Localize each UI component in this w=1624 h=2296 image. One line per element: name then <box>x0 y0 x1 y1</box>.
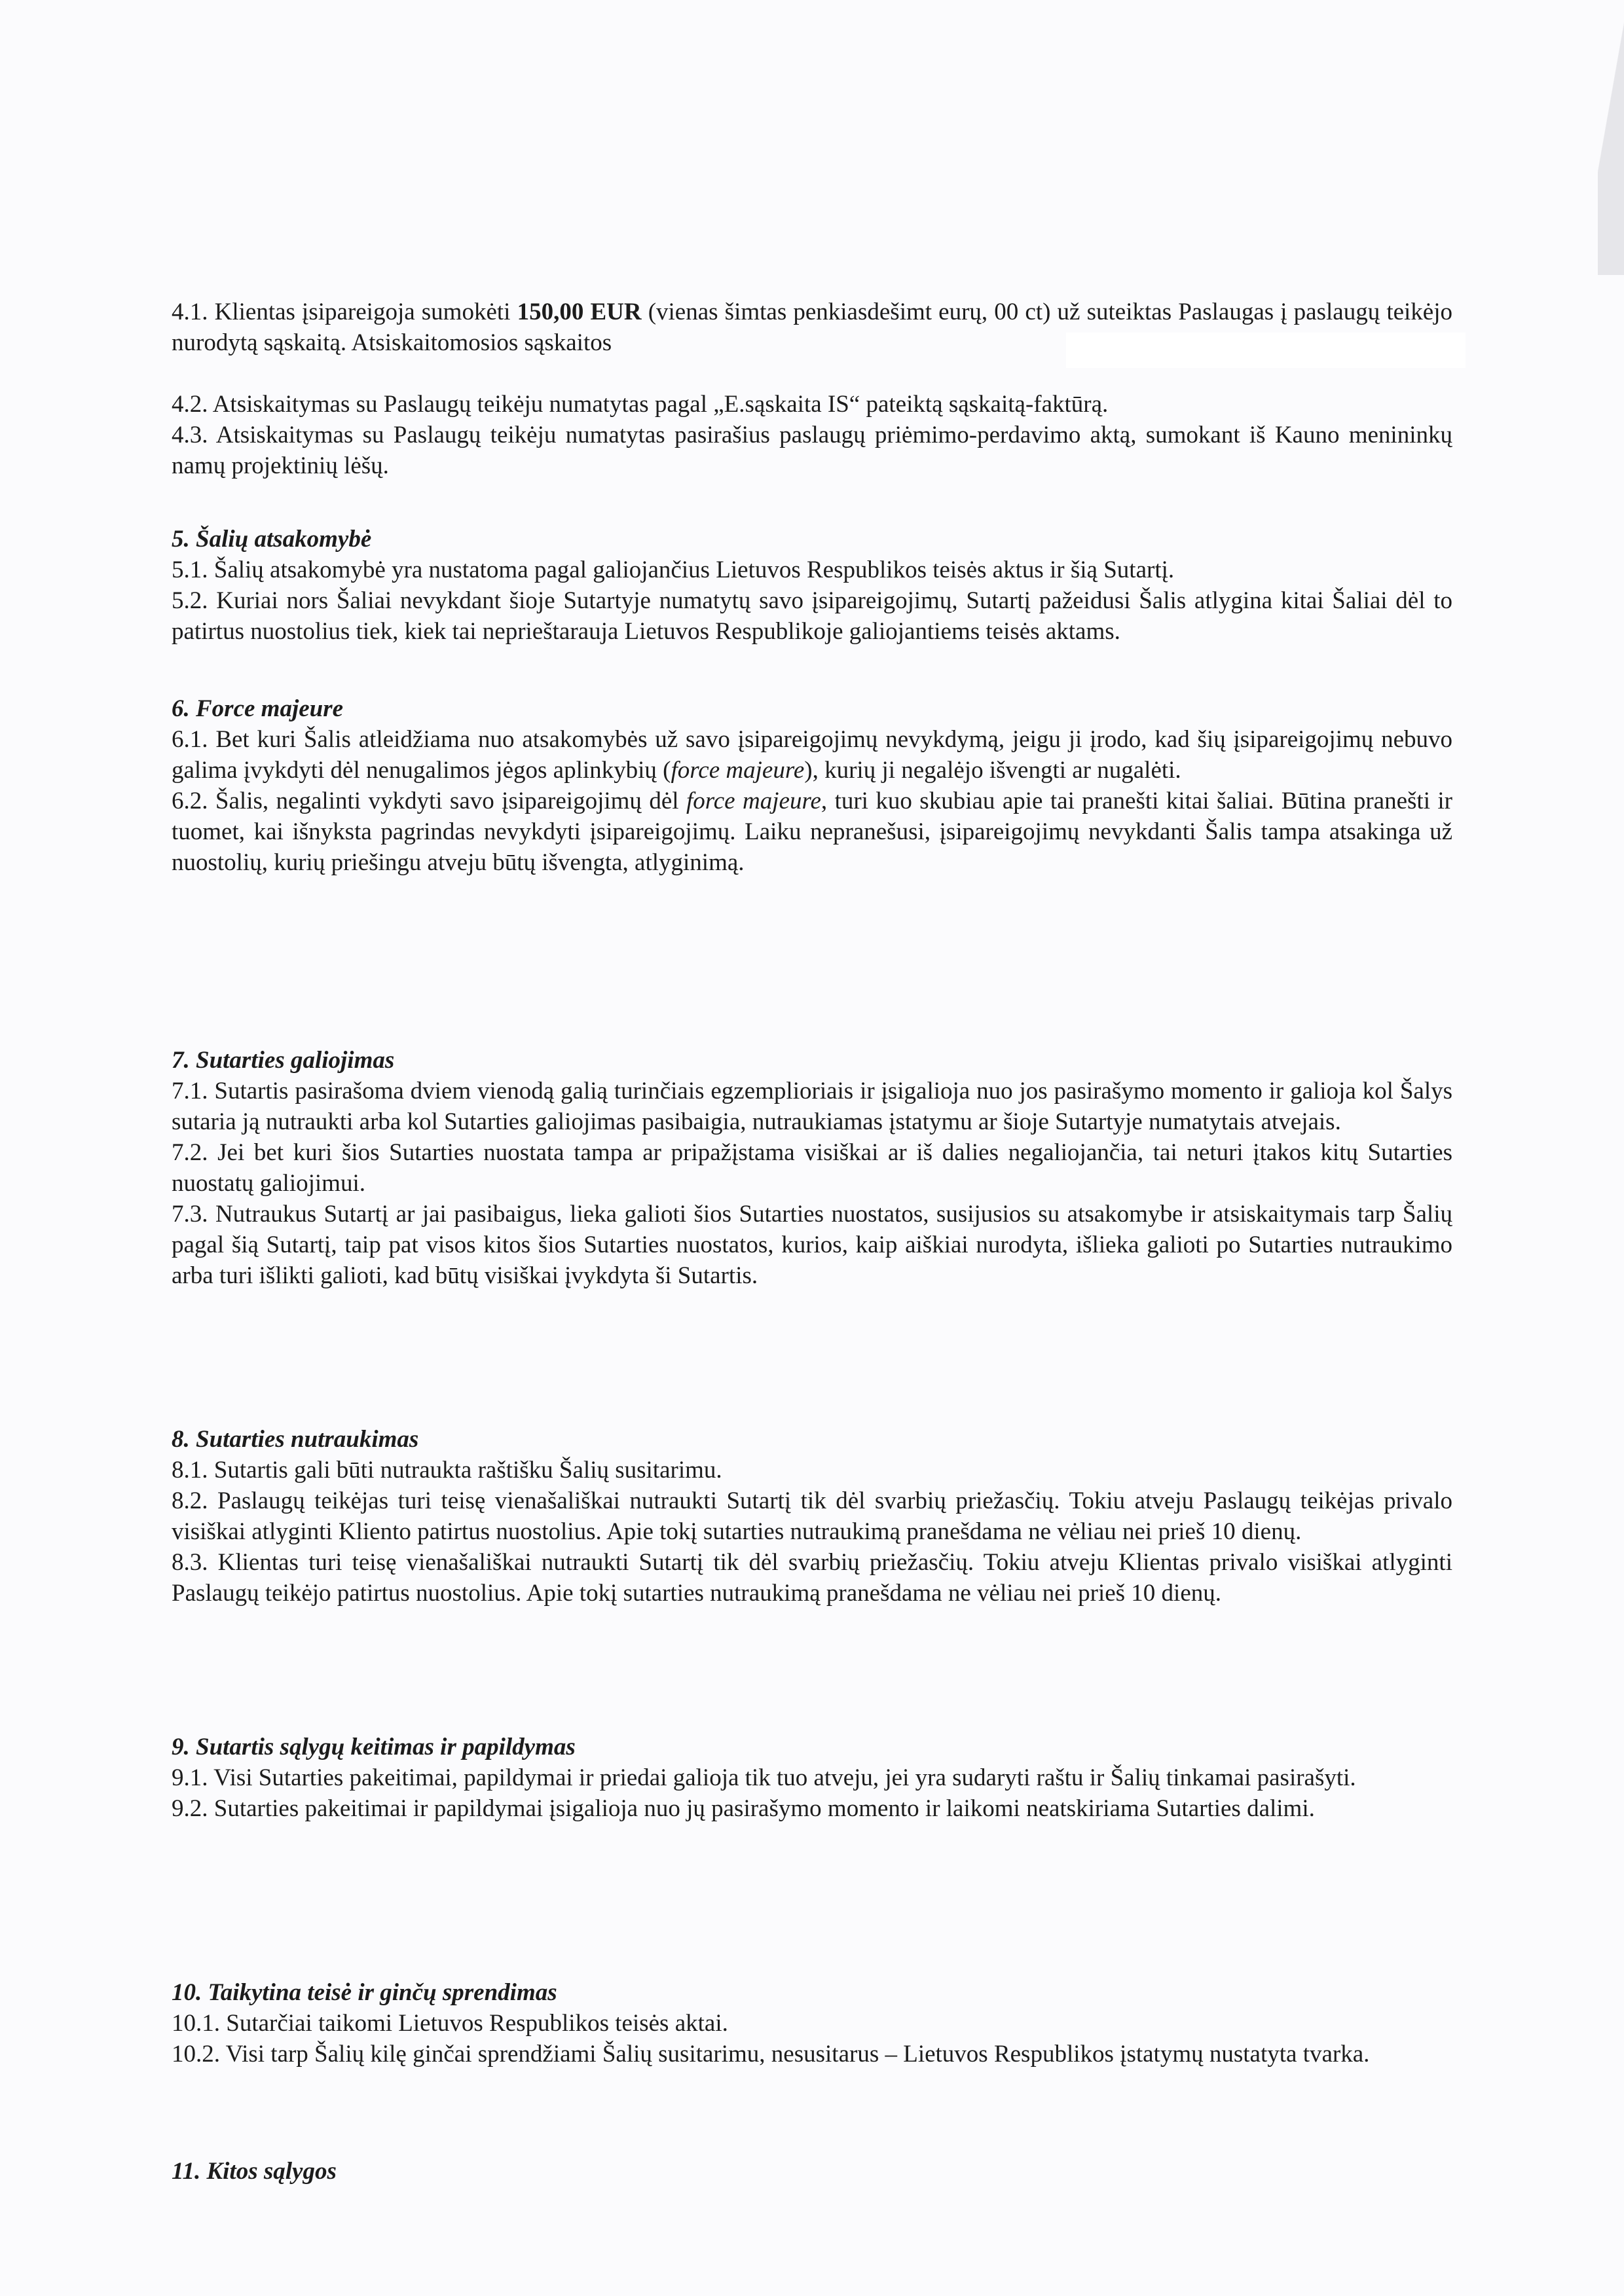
clause-paragraph <box>172 1547 1452 1609</box>
clause-text: 8.3. Klientas turi teisę vienašališkai nutraukti Sutartį tik dėl svarbių priežasčių. Tokiu atveju Klientas privalo visiškai atlyginti Paslaugų teikėjo patirtus nuostolius. Apie tokį sutarties nutraukimą pranešdama ne vėliau nei prieš 10 dienų. <box>172 1549 1452 1607</box>
section-heading: 11. Kitos sąlygos <box>172 2158 337 2185</box>
section <box>172 693 1452 878</box>
amount-text: 150,00 EUR <box>517 299 642 325</box>
clause-paragraph <box>172 389 1452 420</box>
section-heading: 6. Force majeure <box>172 695 344 722</box>
section-heading: 7. Sutarties galiojimas <box>172 1047 395 1074</box>
clause-text: 6.1. Bet kuri Šalis atleidžiama nuo atsakomybės už savo įsipareigojimų nevykdymą, jeigu ji įrodo, kad šių įsipareigojimų nebuvo galima įvykdyti dėl nenugalimos jėgos aplinkybių ( <box>172 726 1452 784</box>
clause-paragraph <box>172 420 1452 481</box>
clause-text: 6.2. Šalis, negalinti vykdyti savo įsipareigojimų dėl <box>172 788 686 814</box>
clause-text: 10.2. Visi tarp Šalių kilę ginčai sprendžiami Šalių susitarimu, nesusitarus – Lietuvos Respublikos įstatymų nustatyta tvarka. <box>172 2041 1370 2068</box>
clause-paragraph <box>172 786 1452 878</box>
clause-paragraph <box>172 555 1452 585</box>
section <box>172 1732 1452 1824</box>
italic-term: force majeure <box>671 757 805 784</box>
clause-paragraph <box>172 1076 1452 1137</box>
clause-text: ), kurių ji negalėjo išvengti ar nugalėti. <box>804 757 1181 784</box>
clause-text: 7.2. Jei bet kuri šios Sutarties nuostata tampa ar pripažįstama visiškai ar iš dalies negaliojančia, tai neturi įtakos kitų Sutarties nuostatų galiojimui. <box>172 1139 1452 1197</box>
section <box>172 1977 1452 2069</box>
section <box>172 1424 1452 1609</box>
clause-text: 10.1. Sutarčiai taikomi Lietuvos Respublikos teisės aktai. <box>172 2010 728 2037</box>
clause-text: 8.2. Paslaugų teikėjas turi teisę vienašališkai nutraukti Sutartį tik dėl svarbių priežasčių. Tokiu atveju Paslaugų teikėjas privalo visiškai atlyginti Kliento patirtus nuostolius. Apie tokį sutarties nutraukimą pranešdama ne vėliau nei prieš 10 dienų. <box>172 1487 1452 1545</box>
section-heading: 8. Sutarties nutraukimas <box>172 1426 419 1453</box>
section <box>172 389 1452 481</box>
clause-text: 7.3. Nutraukus Sutartį ar jai pasibaigus, lieka galioti šios Sutarties nuostatos, susijusios su atsakomybe ir atsiskaitymais tarp Šalių pagal šią Sutartį, taip pat visos kitos šios Sutarties nuostatos, kurios, kaip aiškiai nurodyta, išlieka galioti po Sutarties nutraukimo arba turi išlikti galioti, kad būtų visiškai įvykdyta ši Sutartis. <box>172 1201 1452 1289</box>
clause-paragraph <box>172 1137 1452 1199</box>
section <box>172 524 1452 647</box>
clause-text: 7.1. Sutartis pasirašoma dviem vienodą galią turinčiais egzemplioriais ir įsigalioja nuo jos pasirašymo momento ir galioja kol Šalys sutaria ją nutraukti arba kol Sutarties galiojimas pasibaigia, nutraukiamas įstatymu ar šioje Sutartyje numatytais atvejais. <box>172 1078 1452 1135</box>
clause-text: 8.1. Sutartis gali būti nutraukta raštišku Šalių susitarimu. <box>172 1457 722 1484</box>
clause-paragraph <box>172 1762 1452 1793</box>
clause-paragraph <box>172 2039 1452 2069</box>
section <box>172 2156 1452 2187</box>
clause-text: 4.1. Klientas įsipareigoja sumokėti <box>172 299 517 325</box>
clause-text: 4.2. Atsiskaitymas su Paslaugų teikėju numatytas pagal „E.sąskaita IS“ pateiktą sąskaitą-faktūrą. <box>172 391 1109 418</box>
clause-text: 5.2. Kuriai nors Šaliai nevykdant šioje Sutartyje numatytų savo įsipareigojimų, Sutartį pažeidusi Šalis atlygina kitai Šaliai dėl to patirtus nuostolius tiek, kiek tai neprieštarauja Lietuvos Respublikoje galiojantiems teisės aktams. <box>172 587 1452 645</box>
section-heading: 9. Sutartis sąlygų keitimas ir papildymas <box>172 1734 576 1760</box>
clause-paragraph <box>172 1793 1452 1824</box>
clause-paragraph <box>172 585 1452 647</box>
section-heading: 10. Taikytina teisė ir ginčų sprendimas <box>172 1979 557 2006</box>
clause-paragraph <box>172 1455 1452 1485</box>
clause-text: (vienas šimtas penkiasdešimt eurų, 00 ct) už suteiktas Paslaugas į paslaugų teikėjo nurodytą sąskaitą. Atsiskaitomosios sąskaitos <box>172 299 1452 356</box>
clause-text: , turi kuo skubiau apie tai pranešti kitai šaliai. Būtina pranešti ir tuomet, kai išnyksta pagrindas nevykdyti įsipareigojimų. Laiku nepranešusi, įsipareigojimų nevykdanti Šalis tampa atsakinga už nuostolių, kurių priešingu atveju būtų išvengta, atlyginimą. <box>172 788 1452 876</box>
section-heading: 5. Šalių atsakomybė <box>172 526 372 553</box>
clause-paragraph <box>172 1485 1452 1547</box>
clause-paragraph <box>172 724 1452 786</box>
italic-term: force majeure <box>686 788 821 814</box>
clause-paragraph <box>172 1199 1452 1291</box>
clause-paragraph <box>172 2008 1452 2039</box>
clause-text: 5.1. Šalių atsakomybė yra nustatoma pagal galiojančius Lietuvos Respublikos teisės aktus ir šią Sutartį. <box>172 556 1175 583</box>
redacted-account-number <box>1066 333 1466 368</box>
clause-text: 9.1. Visi Sutarties pakeitimai, papildymai ir priedai galioja tik tuo atveju, jei yra sudaryti raštu ir Šalių tinkamai pasirašyti. <box>172 1764 1356 1791</box>
section <box>172 1045 1452 1291</box>
clause-text: 4.3. Atsiskaitymas su Paslaugų teikėju numatytas pasirašius paslaugų priėmimo-perdavimo aktą, sumokant iš Kauno menininkų namų projektinių lėšų. <box>172 422 1452 479</box>
page-edge-shadow <box>1598 0 1624 275</box>
clause-text: 9.2. Sutarties pakeitimai ir papildymai įsigalioja nuo jų pasirašymo momento ir laikomi neatskiriama Sutarties dalimi. <box>172 1795 1315 1822</box>
